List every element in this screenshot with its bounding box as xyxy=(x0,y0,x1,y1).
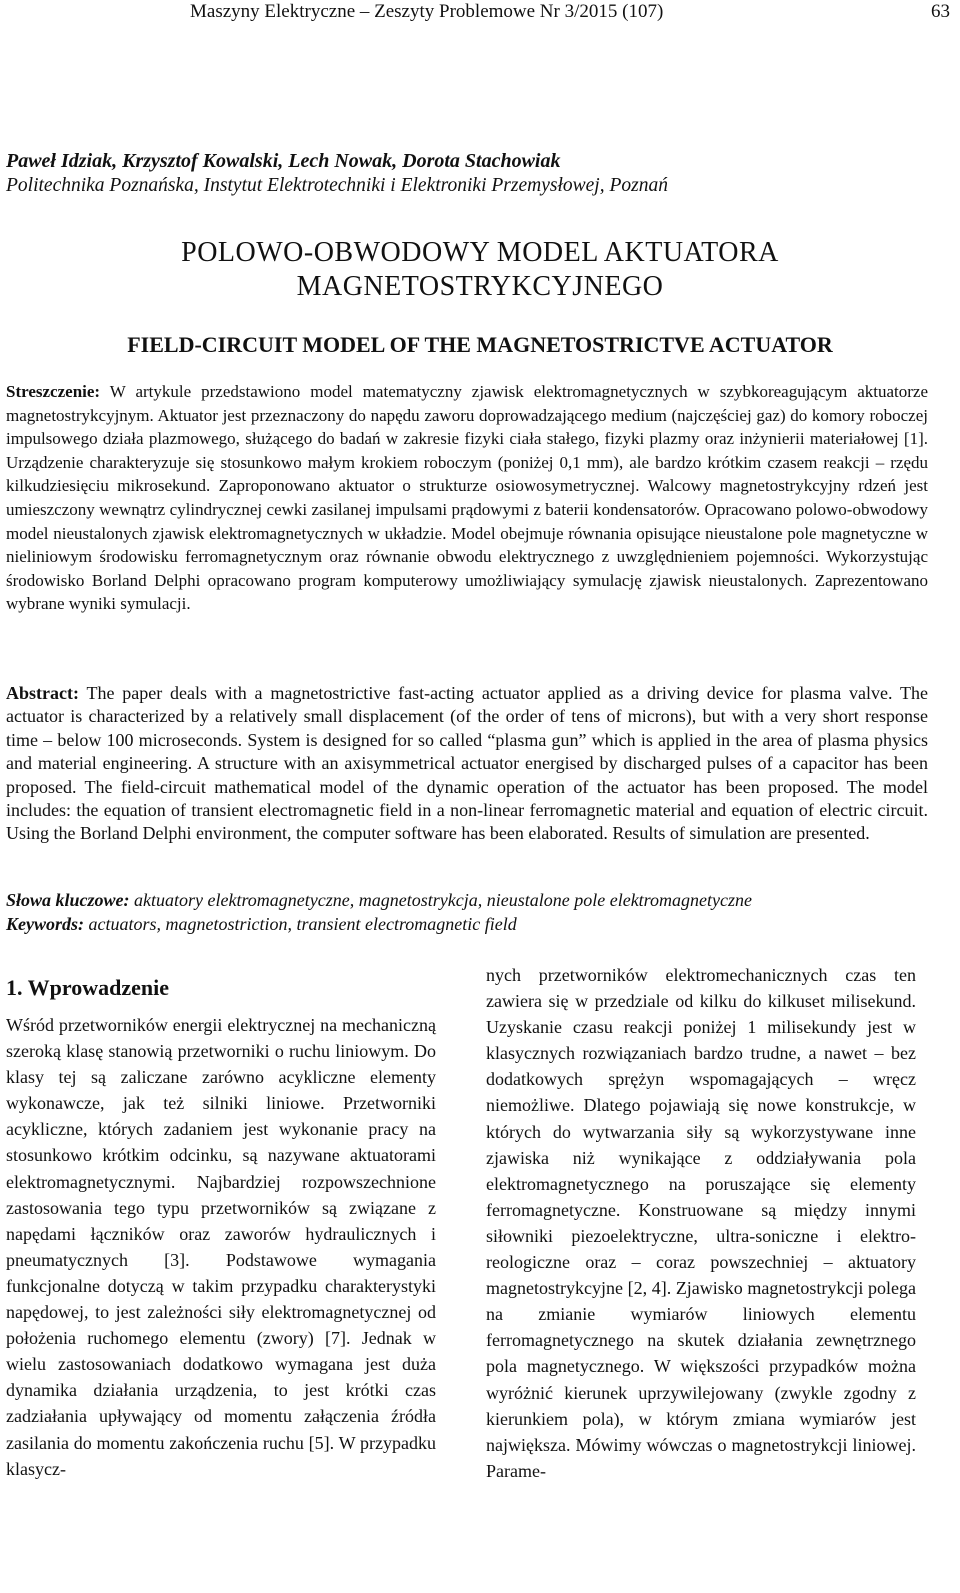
keywords-english-label: Keywords: xyxy=(6,914,84,934)
keywords-english-text: actuators, magnetostriction, transient electromagnetic field xyxy=(88,914,517,934)
body-column-left xyxy=(6,1012,436,1482)
affiliation: Politechnika Poznańska, Instytut Elektrotechniki i Elektroniki Przemysłowej, Poznań xyxy=(6,175,668,196)
title-polish-line-1: POLOWO-OBWODOWY MODEL AKTUATORA xyxy=(181,237,779,268)
abstract-polish-label: Streszczenie: xyxy=(6,382,101,401)
keywords-polish xyxy=(6,888,936,912)
title-english: FIELD-CIRCUIT MODEL OF THE MAGNETOSTRICTVE ACTUATOR xyxy=(127,332,833,357)
abstract-polish-text: W artykule przedstawiono model matematyczny zjawisk elektromagnetycznych w szybkoreagującym aktuatorze magnetostrykcyjnym. Aktuator jest przeznaczony do napędu zaworu doprowadzającego medium (najczęściej gaz) do komory roboczej impulsowego działa plazmowego, służącego do badań w zakresie fizyki ciała stałego, fizyki plazmy oraz inżynierii materiałowej [1]. Urządzenie charakteryzuje się stosunkowo małym krokiem roboczym (poniżej 0,1 mm), ale bardzo krótkim czasem reakcji – rzędu kilkudziesięciu mikrosekund. Zaproponowano aktuator o strukturze osiowosymetrycznej. Walcowy magnetostrykcyjny rdzeń jest umieszczony wewnątrz cylindrycznej cewki zasilanej impulsami prądowymi z baterii kondensatorów. Opracowano polowo-obwodowy model nieustalonych zjawisk elektromagnetycznych w układzie. Model obejmuje równania opisujące nieustalone pole magnetyczne w nieliniowym środowisku ferromagnetycznym oraz równanie obwodu elektrycznego z uwzględnieniem pojemności. Wykorzystując środowisko Borland Delphi opracowano program komputerowy umożliwiający symulację zjawisk nieustalonych. Zaprezentowano wybrane wyniki symulacji. xyxy=(6,382,928,614)
body-paragraph-left: Wśród przetworników energii elektrycznej na mechaniczną szeroką klasę stanowią przetworniki o ruchu liniowym. Do klasy tej są zaliczane zarówno acykliczne elementy wykonawcze, jak też silniki liniowe. Przetworniki acykliczne, których zadaniem jest wykonanie pracy na stosunkowo krótkim odcinku, są nazywane aktuatorami elektromagnetycznymi. Najbardziej rozpowszechnione zastosowania tego typu przetworników są związane z napędami łączników oraz zaworów hydraulicznych i pneumatycznych [3]. Podstawowe wymagania funkcjonalne dotyczą w takim przypadku charakterystyki napędowej, to jest zależności siły elektromagnetycznej od położenia ruchomego elementu (zwory) [7]. Jednak w wielu zastosowaniach dodatkowo wymagana jest duża dynamika działania urządzenia, to jest krótki czas zadziałania upływający od momentu załączenia źródła zasilania do momentu zakończenia ruchu [5]. W przypadku klasycz- xyxy=(6,1015,436,1479)
abstract-polish xyxy=(6,380,928,616)
page-number: 63 xyxy=(931,1,950,22)
keywords-polish-label: Słowa kluczowe: xyxy=(6,890,130,910)
journal-title: Maszyny Elektryczne – Zeszyty Problemowe Nr 3/2015 (107) xyxy=(190,1,664,22)
abstract-english xyxy=(6,682,928,846)
section-heading: 1. Wprowadzenie xyxy=(6,975,169,1000)
keywords-polish-text: aktuatory elektromagnetyczne, magnetostrykcja, nieustalone pole elektromagnetyczne xyxy=(134,890,752,910)
title-polish-line-2: MAGNETOSTRYKCYJNEGO xyxy=(296,271,664,302)
body-paragraph-right: nych przetworników elektromechanicznych czas ten zawiera się w przedziale od kilku do kilkuset milisekund. Uzyskanie czasu reakcji poniżej 1 milisekundy jest w klasycznych rozwiązaniach bardzo trudne, a nawet – bez dodatkowych sprężyn wspomagających – wręcz niemożliwe. Dlatego pojawiają się nowe konstrukcje, w których do wytwarzania siły są wykorzystywane inne zjawiska niż wynikające z oddziaływania pola elektromagnetycznego na poruszające się elementy ferromagnetyczne. Konstruowane są między innymi siłowniki piezoelektryczne, ultra-soniczne i elektro-reologiczne oraz – coraz powszechniej – aktuatory magnetostrykcyjne [2, 4]. Zjawisko magnetostrykcji polega na zmianie wymiarów liniowych elementu ferromagnetycznego na skutek działania zewnętrznego pola magnetycznego. W większości przypadków można wyróżnić kierunek uprzywilejowany (zwykle zgodny z kierunkiem pola), w którym zmiana wymiarów jest największa. Mówimy wówczas o magnetostrykcji liniowej. Parame- xyxy=(486,965,916,1481)
keywords-english xyxy=(6,912,936,936)
abstract-english-text: The paper deals with a magnetostrictive fast-acting actuator applied as a driving device for plasma valve. The actuator is characterized by a relatively small displacement (of the order of tens of microns), but with a very short response time – below 100 microseconds. System is designed for so called “plasma gun” which is applied in the area of plasma physics and material engineering. A structure with an axisymmetrical actuator energised by discharged pulses of a capacitor has been proposed. The field-circuit mathematical model of the dynamic operation of the actuator has been proposed. The model includes: the equation of transient electromagnetic field in a non-linear ferromagnetic material and equation of electric circuit. Using the Borland Delphi environment, the computer software has been elaborated. Results of simulation are presented. xyxy=(6,683,928,844)
running-header xyxy=(0,0,960,28)
body-column-right xyxy=(486,962,916,1484)
authors: Paweł Idziak, Krzysztof Kowalski, Lech Nowak, Dorota Stachowiak xyxy=(6,150,561,172)
title-polish xyxy=(0,236,960,304)
abstract-english-label: Abstract: xyxy=(6,683,79,703)
